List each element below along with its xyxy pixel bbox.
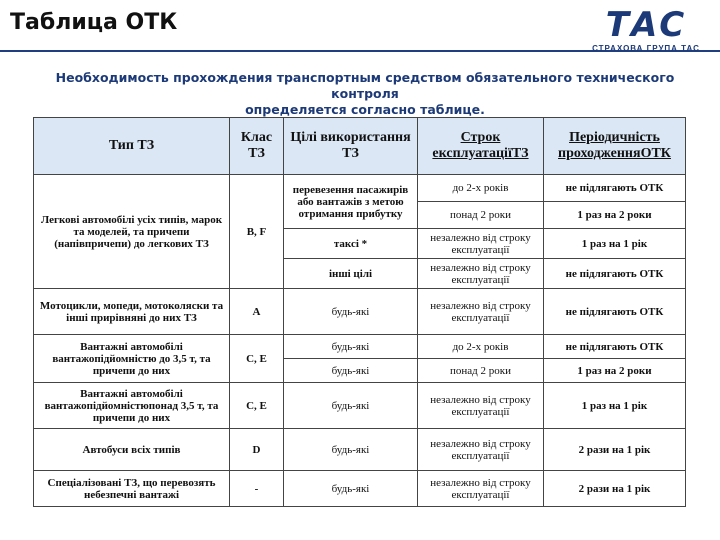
table-row (34, 383, 686, 429)
cell-purpose-moto: будь-які (284, 289, 418, 335)
cell-class-buses: D (230, 429, 284, 471)
table-row (34, 335, 686, 359)
cell-age-special: незалежно від строку експлуатації (418, 471, 544, 507)
cell-class-cars: B, F (230, 175, 284, 289)
header-class: Клас ТЗ (230, 118, 284, 175)
table-row (34, 471, 686, 507)
cell-type-cars: Легкові автомобілі усіх типів, марок та моделей, та причепи (напівпричепи) до легкових ТЗ (34, 175, 230, 289)
table-row (34, 175, 686, 202)
cell-purpose-buses: будь-які (284, 429, 418, 471)
cell-type-moto: Мотоцикли, мопеди, мотоколяски та інші прирівняні до них ТЗ (34, 289, 230, 335)
header-period (544, 118, 686, 175)
table-row (34, 289, 686, 335)
header-age-label: Строк експлуатаціїТЗ (432, 130, 529, 161)
cell-period-trucks-big: 1 раз на 1 рік (544, 383, 686, 429)
intro-line-1: Необходимость прохождения транспортным средством обязательного технического контроля (55, 70, 675, 101)
cell-class-moto: A (230, 289, 284, 335)
page-title: Таблица ОТК (10, 10, 178, 35)
cell-purpose-other: інші цілі (284, 259, 418, 289)
header-age (418, 118, 544, 175)
cell-period-buses: 2 рази на 1 рік (544, 429, 686, 471)
cell-period-2years: 1 раз на 2 роки (544, 359, 686, 383)
cell-age-moto: незалежно від строку експлуатації (418, 289, 544, 335)
header-purpose: Цілі використання ТЗ (284, 118, 418, 175)
intro-text (20, 70, 710, 118)
cell-purpose-special: будь-які (284, 471, 418, 507)
cell-type-trucks-small: Вантажні автомобілі вантажопідйомністю до 3,5 т, та причепи до них (34, 335, 230, 383)
intro-line-2: определяется согласно таблице. (245, 102, 485, 117)
cell-period-none: не підлягають ОТК (544, 175, 686, 202)
company-logo (582, 5, 710, 53)
cell-class-trucks-small: C, E (230, 335, 284, 383)
cell-period-moto: не підлягають ОТК (544, 289, 686, 335)
cell-period-1year: 1 раз на 1 рік (544, 229, 686, 259)
header-period-label: Періодичність проходженняОТК (558, 130, 671, 161)
cell-age-trucks-big: незалежно від строку експлуатації (418, 383, 544, 429)
cell-age-any: незалежно від строку експлуатації (418, 259, 544, 289)
table-header-row (34, 118, 686, 175)
cell-type-special: Спеціалізовані ТЗ, що перевозять небезпечні вантажі (34, 471, 230, 507)
logo-subtitle: СТРАХОВА ГРУПА ТАС (592, 44, 700, 53)
table-row (34, 429, 686, 471)
cell-age-upto2: до 2-х років (418, 175, 544, 202)
cell-purpose-trucks-big: будь-які (284, 383, 418, 429)
cell-age-buses: незалежно від строку експлуатації (418, 429, 544, 471)
cell-purpose-taxi: таксі * (284, 229, 418, 259)
header-type: Тип ТЗ (34, 118, 230, 175)
otk-table (33, 117, 686, 507)
cell-period-none: не підлягають ОТК (544, 259, 686, 289)
cell-type-buses: Автобуси всіх типів (34, 429, 230, 471)
cell-type-trucks-big: Вантажні автомобілі вантажопідйомністюпонад 3,5 т, та причепи до них (34, 383, 230, 429)
cell-period-special: 2 рази на 1 рік (544, 471, 686, 507)
cell-purpose-trucks-small: будь-які (284, 359, 418, 383)
cell-age-upto2: до 2-х років (418, 335, 544, 359)
cell-purpose-trucks-small: будь-які (284, 335, 418, 359)
logo-text: ТАС (605, 5, 687, 45)
cell-age-any: незалежно від строку експлуатації (418, 229, 544, 259)
cell-age-over2: понад 2 роки (418, 359, 544, 383)
cell-period-none: не підлягають ОТК (544, 335, 686, 359)
cell-period-2years: 1 раз на 2 роки (544, 202, 686, 229)
cell-class-special: - (230, 471, 284, 507)
cell-class-trucks-big: C, E (230, 383, 284, 429)
cell-age-over2: понад 2 роки (418, 202, 544, 229)
cell-purpose-passengers: перевезення пасажирів або вантажів з метою отримання прибутку (284, 175, 418, 229)
